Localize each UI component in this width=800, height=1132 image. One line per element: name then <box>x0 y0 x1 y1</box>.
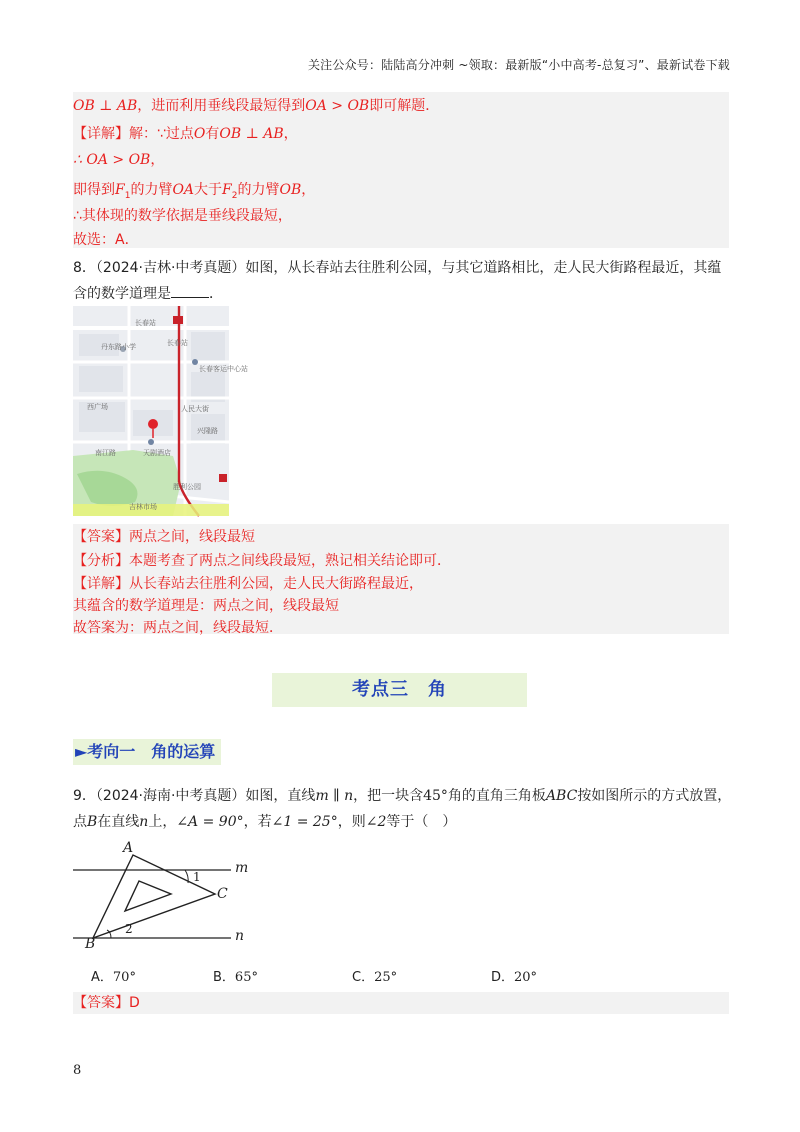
choice-B[interactable]: B．65° <box>213 970 258 985</box>
label-m: m <box>235 860 249 876</box>
label-C: C <box>217 886 228 902</box>
solution-line-5: ∴其体现的数学依据是垂线段最短， <box>73 208 292 224</box>
q8-answer: 【答案】两点之间，线段最短 <box>73 529 255 545</box>
label-2: 2 <box>125 922 133 936</box>
question-8-line-2: 含的数学道理是 ． <box>73 281 733 307</box>
question-9 <box>73 783 733 835</box>
question-8 <box>73 255 733 307</box>
map-label-north: 吉林市场 <box>129 503 157 511</box>
map-label-tianhe: 天剧酒店 <box>143 449 171 457</box>
page-number: 8 <box>73 1063 82 1078</box>
map-image <box>73 306 248 516</box>
label-B: B <box>85 936 96 952</box>
section-title: 考点三 角 <box>272 673 527 707</box>
subsection-title: ►考向一 角的运算 <box>73 739 221 765</box>
q9-answer: 【答案】D <box>73 995 140 1011</box>
solution-line-3: ∴ OA > OB， <box>73 152 165 168</box>
detail-tag: 【详解】 <box>73 126 129 142</box>
page-header: 关注公众号：陆陆高分冲刺 ~领取：最新版“小中高考-总复习”、最新试卷下载 <box>307 58 730 72</box>
map-label-school: 丹东路小学 <box>101 343 136 351</box>
choice-C[interactable]: C．25° <box>352 970 398 985</box>
map-label-park: 胜利公园 <box>173 483 201 491</box>
map-label-nanjiang: 南江路 <box>95 449 116 457</box>
label-1: 1 <box>193 870 201 884</box>
label-n: n <box>235 928 245 944</box>
map-label-xiguang: 西广场 <box>87 403 108 411</box>
q8-detail-3: 故答案为：两点之间，线段最短． <box>73 620 283 636</box>
q8-detail-2: 其蕴含的数学道理是：两点之间，线段最短 <box>73 598 339 614</box>
triangle-figure <box>73 840 273 964</box>
solution-line-6: 故选：A． <box>73 232 139 248</box>
map-label-street: 人民大街 <box>181 405 209 413</box>
label-A: A <box>123 840 134 856</box>
question-8-line-1: 8．（2024·吉林·中考真题）如图，从长春站去往胜利公园，与其它道路相比，走人民大街路程最近，其蕴 <box>73 260 722 276</box>
map-label-station-2: 长春站 <box>167 339 188 347</box>
triangle-inner <box>125 881 171 911</box>
triangle-outer <box>93 855 215 938</box>
q8-analysis: 【分析】本题考查了两点之间线段最短，熟记相关结论即可． <box>73 553 451 569</box>
question-9-line-1: 9．（2024·海南·中考真题）如图，直线m ∥ n，把一块含45°角的直角三角板ABC按如图所示的方式放置， <box>73 788 732 804</box>
q8-detail: 【详解】从长春站去往胜利公园，走人民大街路程最近， <box>73 576 423 592</box>
solution-line-4: 即得到$F_1$的力臂OA大于$F_2$的力臂OB， <box>73 182 316 201</box>
solution-block-q9 <box>73 992 729 1014</box>
answer-blank <box>171 283 209 298</box>
solution-line-2: 【详解】解：∵过点O有OB ⊥ AB， <box>73 126 298 142</box>
solution-line-1: OB ⊥ AB，进而利用垂线段最短得到OA > OB即可解题． <box>73 98 440 114</box>
map-label-station: 长春站 <box>135 319 156 327</box>
question-9-line-2: 点B在直线n上，∠A = 90°，若∠1 = 25°，则∠2等于（ ） <box>73 814 457 830</box>
map-label-east: 兴隆路 <box>197 427 218 435</box>
map-label-bus: 长春客运中心站 <box>199 365 248 373</box>
choice-D[interactable]: D．20° <box>491 970 538 985</box>
choice-A[interactable]: A．70° <box>91 970 136 985</box>
